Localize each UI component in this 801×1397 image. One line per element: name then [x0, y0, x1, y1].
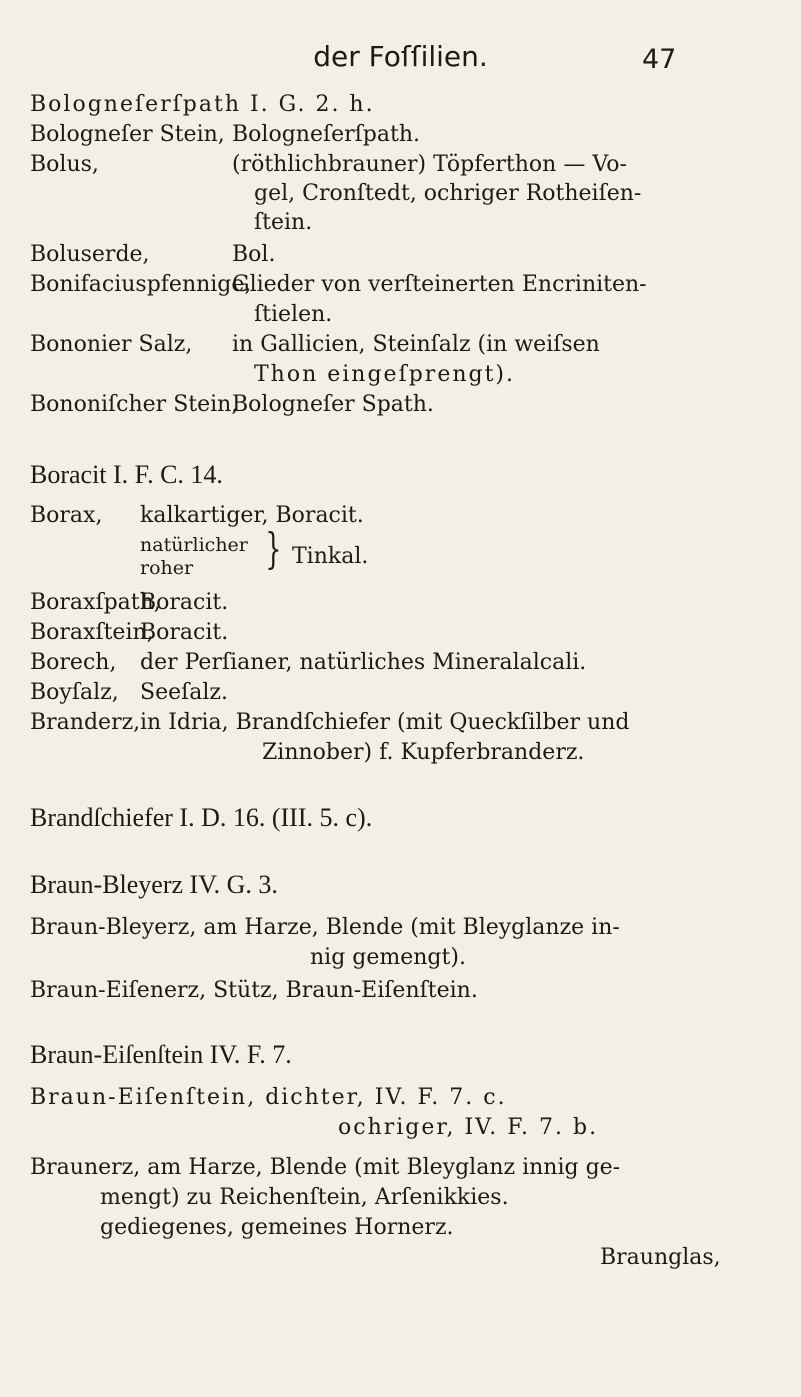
entry-definition: ſtielen.: [254, 302, 333, 327]
entry-line: gediegenes, gemeines Hornerz.: [100, 1215, 454, 1240]
entry-definition: ſtein.: [254, 210, 313, 235]
entry-definition: Thon eingeſprengt).: [254, 362, 516, 387]
entry-definition: Bol.: [232, 242, 276, 267]
entry-definition: Bologneſerſpath.: [232, 122, 420, 147]
entry-term: Bolus,: [30, 152, 99, 177]
entry-line: ochriger, IV. F. 7. b.: [338, 1115, 599, 1140]
entry-definition: in Gallicien, Steinſalz (in weiſsen: [232, 332, 600, 357]
entry-term: Bononiſcher Stein,: [30, 392, 239, 417]
entry-definition: Boracit.: [140, 620, 229, 645]
entry-definition: kalkartiger, Boracit.: [140, 503, 364, 528]
section-heading: Braun-Eiſenſtein IV. F. 7.: [30, 1040, 292, 1069]
entry-definition: in Idria, Brandſchiefer (mit Queckſilber und: [140, 710, 630, 735]
entry-definition: Boracit.: [140, 590, 229, 615]
entry-definition: Glieder von verſteinerten Encriniten-: [232, 272, 647, 297]
subentry-label: roher: [140, 557, 194, 579]
entry-term: Borech,: [30, 650, 117, 675]
page-number: 47: [642, 44, 677, 75]
entry-definition: gel, Cronſtedt, ochriger Rotheiſen-: [254, 181, 642, 206]
entry-term: Branderz,: [30, 710, 141, 735]
section-heading: Boracit I. F. C. 14.: [30, 460, 223, 489]
entry-line: mengt) zu Reichenſtein, Arſenikkies.: [100, 1185, 509, 1210]
section-heading: Braun-Bleyerz IV. G. 3.: [30, 870, 278, 899]
entry-term: Boraxſpath,: [30, 590, 161, 615]
entry-definition: Bologneſer Spath.: [232, 392, 434, 417]
entry-term: Boraxſtein,: [30, 620, 154, 645]
entry-line: Braun-Eiſenerz, Stütz, Braun-Eiſenſtein.: [30, 978, 478, 1003]
entry-definition: Zinnober) f. Kupferbranderz.: [262, 740, 585, 765]
entry-definition: (röthlichbrauner) Töpferthon — Vo-: [232, 152, 627, 177]
section-heading: Brandſchiefer I. D. 16. (III. 5. c).: [30, 803, 373, 832]
entry-definition: Tinkal.: [292, 544, 369, 569]
entry-term: Bononier Salz,: [30, 332, 193, 357]
entry-line: nig gemengt).: [310, 945, 466, 970]
subentry-label: natürlicher: [140, 534, 248, 556]
entry-definition: Seeſalz.: [140, 680, 228, 705]
brace-mark: }: [265, 524, 282, 573]
entry-line: Braun-Bleyerz, am Harze, Blende (mit Bleyglanze in-: [30, 915, 620, 940]
entry-line: Braunerz, am Harze, Blende (mit Bleyglanz innig ge-: [30, 1155, 621, 1180]
entry-line: Braun-Eiſenſtein, dichter, IV. F. 7. c.: [30, 1085, 507, 1110]
entry-term: Bologneſer Stein,: [30, 122, 225, 147]
catchword: Braunglas,: [600, 1245, 721, 1270]
entry-term: Bonifaciuspfennige,: [30, 272, 252, 297]
entry-term: Boluserde,: [30, 242, 150, 267]
entry-term: Boyſalz,: [30, 680, 119, 705]
entry-term: Borax,: [30, 503, 103, 528]
entry-line: Bologneſerſpath I. G. 2. h.: [30, 92, 375, 117]
entry-definition: der Perſianer, natürliches Mineralalcali.: [140, 650, 587, 675]
running-title: der Foſſilien.: [313, 40, 488, 73]
